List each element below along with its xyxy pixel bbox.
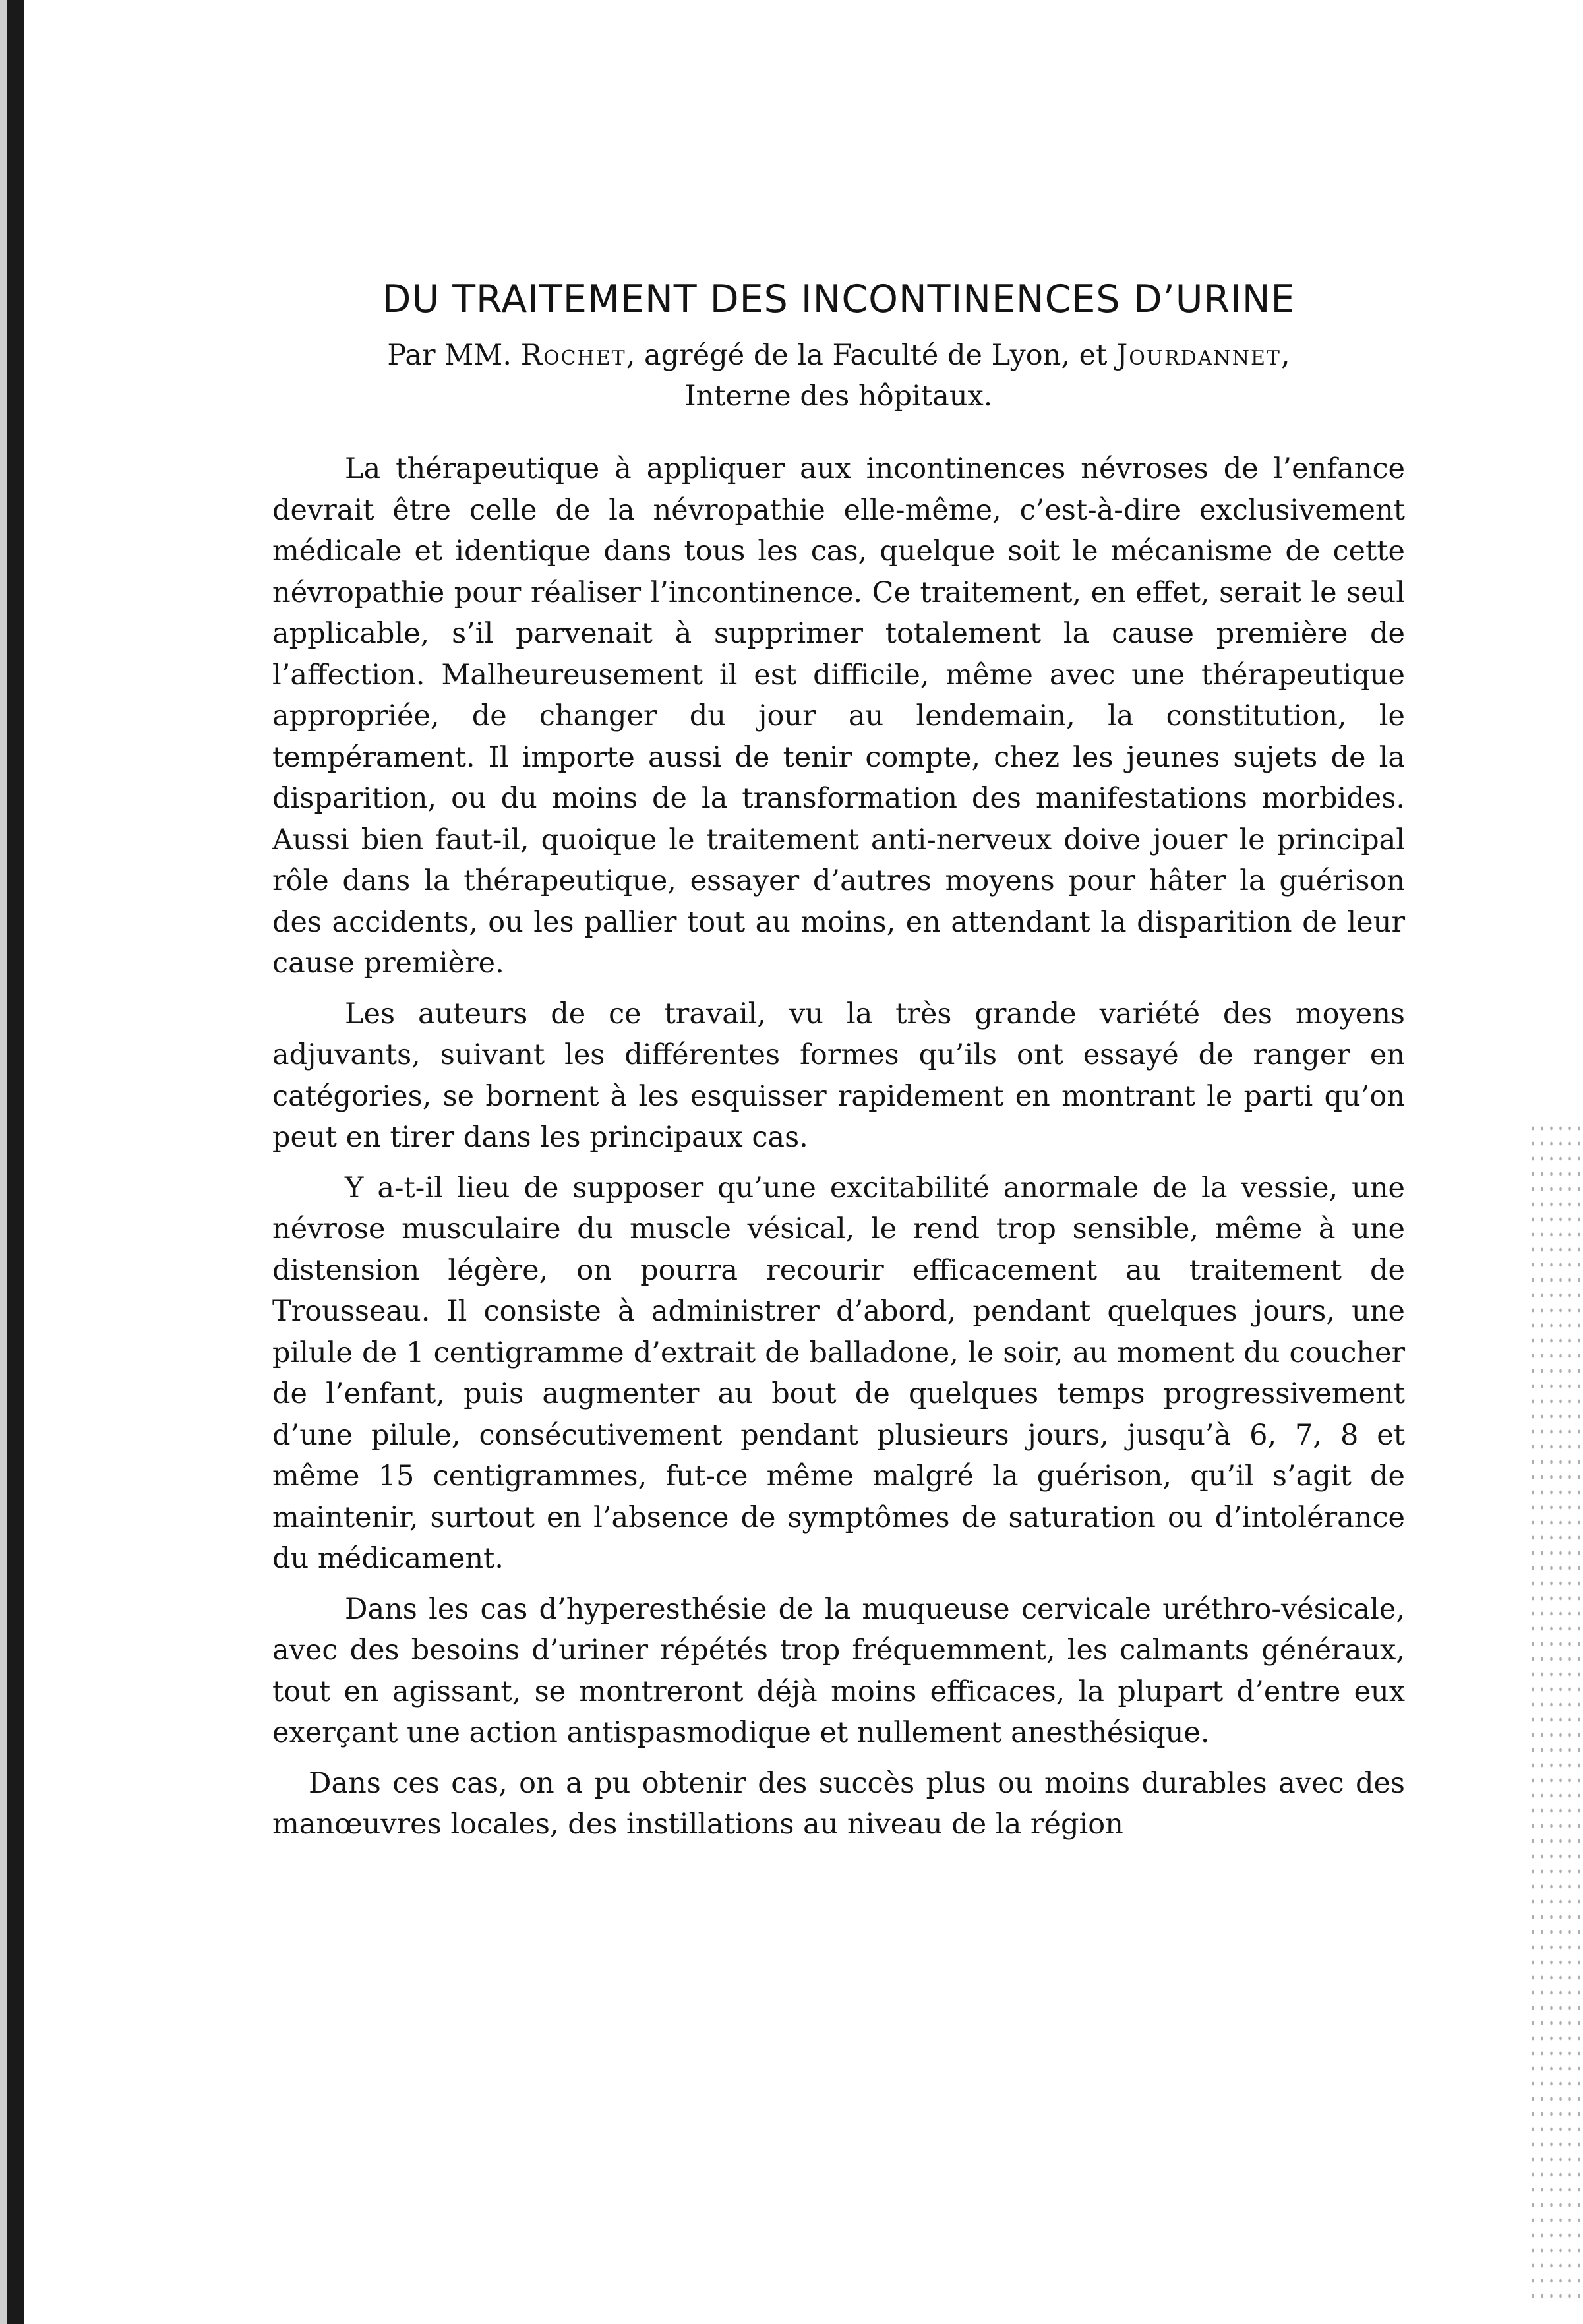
byline-prefix: Par MM. [387, 339, 512, 372]
document-page [272, 277, 1405, 1855]
body-paragraph: Dans ces cas, on a pu obtenir des succès plus ou moins durables avec des manœuvres locales, des instillations au niveau de la région [272, 1766, 1405, 1841]
body-paragraph: Les auteurs de ce travail, vu la très grande variété des moyens adjuvants, suivant les différentes formes qu’ils ont essayé de ranger en catégories, se bornent à les esquisser rapidement en montrant le parti qu’on peut en tirer dans les principaux cas. [272, 997, 1405, 1154]
body-paragraph: Dans les cas d’hyperesthésie de la muqueuse cervicale uréthro-vésicale, avec des besoins d’uriner répétés trop fréquemment, les calmants généraux, tout en agissant, se montreront déjà moins efficaces, la plupart d’entre eux exerçant une action antispasmodique et nullement anesthésique. [272, 1592, 1405, 1750]
page-binding-edge [7, 0, 24, 2324]
body-paragraph: Y a-t-il lieu de supposer qu’une excitabilité anormale de la vessie, une névrose musculaire du muscle vésical, le rend trop sensible, même à une distension légère, on pourra recourir efficacement au traitement de Trousseau. Il consiste à administrer d’abord, pendant quelques jours, une pilule de 1 centigramme d’extrait de balladone, le soir, au moment du coucher de l’enfant, puis augmenter au bout de quelques temps progressivement d’une pilule, consécutivement pendant plusieurs jours, jusqu’à 6, 7, 8 et même 15 centigrammes, fut-ce même malgré la guérison, qu’il s’agit de maintenir, surtout en l’absence de symptômes de saturation ou d’intolérance du médicament. [272, 1171, 1405, 1576]
author-affiliation: Interne des hôpitaux. [684, 380, 993, 413]
author-name: Jourdannet [1116, 339, 1281, 372]
body-paragraph: La thérapeutique à appliquer aux incontinences névroses de l’enfance devrait être celle de la névropathie elle-même, c’est-à-dire exclusivement médicale et identique dans tous les cas, quelque soit le mécanisme de cette névropathie pour réaliser l’incontinence. Ce traitement, en effet, serait le seul applicable, s’il parvenait à supprimer totalement la cause première de l’affection. Malheureusement il est difficile, même avec une thérapeutique appropriée, de changer du jour au lendemain, la constitution, le tempérament. Il importe aussi de tenir compte, chez les jeunes sujets de la disparition, ou du moins de la transformation des manifestations morbides. Aussi bien faut-il, quoique le traitement anti-nerveux doive jouer le principal rôle dans la thérapeutique, essayer d’autres moyens pour hâter la guérison des accidents, ou les pallier tout au moins, en attendant la disparition de leur cause première. [272, 452, 1405, 980]
article-title: DU TRAITEMENT DES INCONTINENCES D’URINE [382, 278, 1296, 321]
article-byline: Par MM. Rochet, agrégé de la Faculté de Lyon, et Jourdannet, Interne des hôpitaux. [272, 335, 1405, 417]
author-affiliation: , agrégé de la Faculté de Lyon, et [626, 339, 1108, 372]
page-binding-shadow [0, 0, 7, 2324]
scan-noise [1528, 1121, 1581, 2308]
author-name: Rochet [520, 339, 626, 372]
